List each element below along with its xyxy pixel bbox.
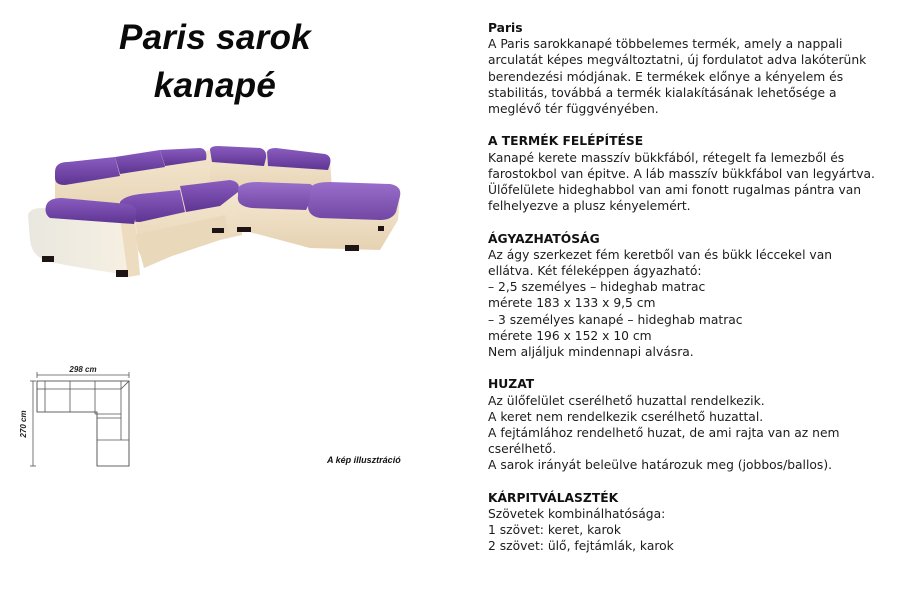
title-line-2: kanapé bbox=[153, 66, 277, 105]
text-line: Az ülőfelület cserélhető huzattal rendelkezik. bbox=[488, 393, 765, 408]
page-title bbox=[60, 14, 370, 110]
text-line: Az ágy szerkezet fém keretből van és bükk léccekel van bbox=[488, 247, 833, 262]
product-description bbox=[488, 20, 888, 571]
text-line: arculatát képes megváltoztatni, új fordulatot adva lakóterünk bbox=[488, 53, 867, 68]
text-line: felhelyezve a plusz kényelemért. bbox=[488, 199, 691, 214]
sofa-image bbox=[20, 140, 420, 285]
text-line: Kanapé kerete masszív bükkfából, rétegelt fa lemezből és bbox=[488, 150, 845, 165]
text-line: mérete 196 x 152 x 10 cm bbox=[488, 328, 652, 343]
text-line: 1 szövet: keret, karok bbox=[488, 523, 621, 538]
text-line: Ülőfelülete hideghabbol van ami fonott rugalmas pántra van bbox=[488, 183, 862, 198]
text-line: berendezési módjának. E termékek előnye a kényelem és bbox=[488, 69, 844, 84]
text-line: Nem aljáljuk mindennapi alvásra. bbox=[488, 345, 694, 360]
image-caption: A kép illusztráció bbox=[327, 455, 401, 465]
section-cover bbox=[488, 376, 888, 473]
text-line: mérete 183 x 133 x 9,5 cm bbox=[488, 296, 656, 311]
section-upholstery bbox=[488, 490, 888, 555]
text-line: 2 szövet: ülő, fejtámlák, karok bbox=[488, 539, 674, 554]
text-line: ellátva. Két féleképpen ágyazható: bbox=[488, 264, 702, 279]
section-construction bbox=[488, 133, 888, 214]
text-line: A fejtámlához rendelhető huzat, de ami rajta van az nem bbox=[488, 426, 840, 441]
title-line-1: Paris sarok bbox=[118, 18, 312, 57]
plan-height-label: 270 cm bbox=[19, 410, 28, 438]
text-line: cserélhető. bbox=[488, 442, 557, 457]
section-heading: Paris bbox=[488, 21, 523, 35]
floor-plan-diagram bbox=[15, 362, 145, 472]
section-heading: A TERMÉK FELÉPÍTÉSE bbox=[488, 134, 644, 149]
text-line: Szövetek kombinálhatósága: bbox=[488, 507, 666, 522]
section-heading: ÁGYAZHATÓSÁG bbox=[488, 231, 600, 246]
text-line: A keret nem rendelkezik cserélhető huzattal. bbox=[488, 409, 764, 424]
section-bed-function bbox=[488, 231, 888, 361]
section-heading: HUZAT bbox=[488, 377, 535, 392]
section-heading: KÁRPITVÁLASZTÉK bbox=[488, 490, 619, 505]
text-line: A sarok irányát beleülve határozuk meg (jobbos/ballos). bbox=[488, 458, 833, 473]
plan-width-label: 298 cm bbox=[69, 365, 97, 374]
text-line: – 2,5 személyes – hideghab matrac bbox=[488, 280, 706, 295]
text-line: stabilitás, továbbá a termék kialakításának lehetősége a bbox=[488, 85, 837, 100]
text-line: meglévő tér függvényében. bbox=[488, 102, 659, 117]
section-intro bbox=[488, 20, 888, 117]
text-line: A Paris sarokkanapé többelemes termék, amely a nappali bbox=[488, 37, 843, 52]
text-line: – 3 személyes kanapé – hideghab matrac bbox=[488, 312, 743, 327]
text-line: farostokbol van épitve. A láb masszív bükkfábol van legyártva. bbox=[488, 166, 875, 181]
